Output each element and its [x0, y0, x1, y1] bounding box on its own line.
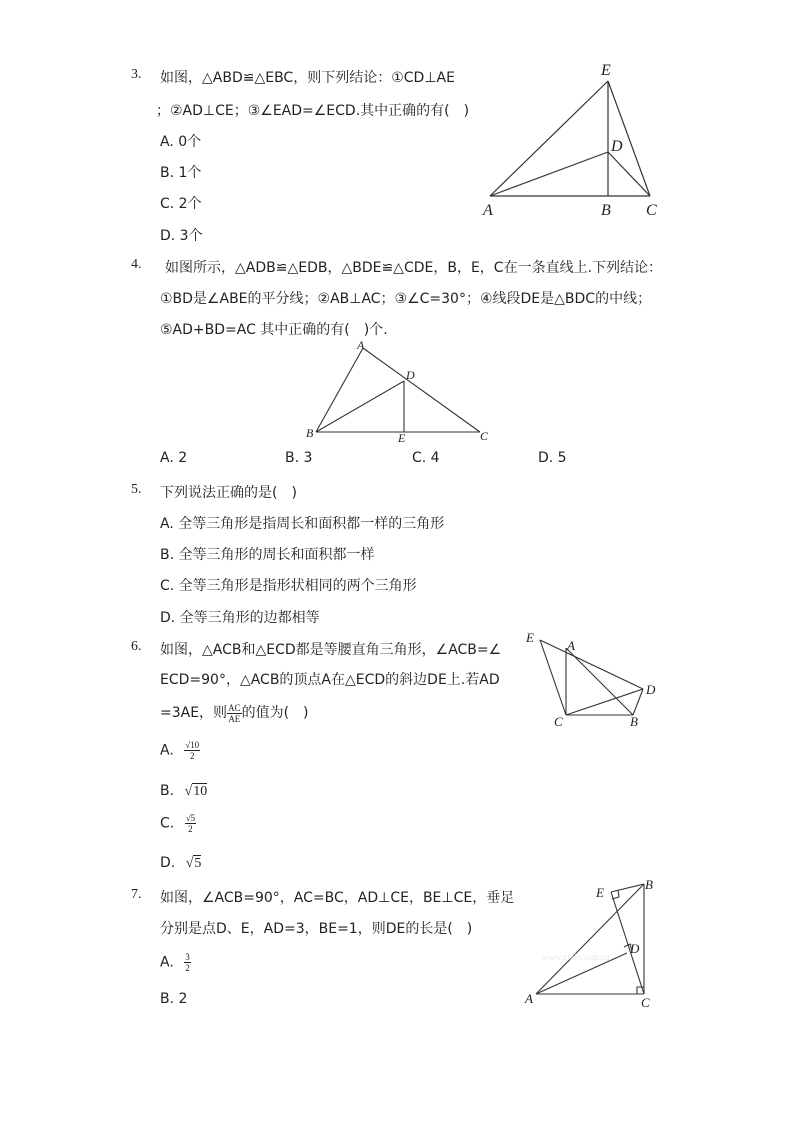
q6-label-e: E	[526, 630, 534, 645]
q6-stem-fraction: $\frac{AC}{AE}$	[228, 702, 241, 724]
q4-option-b: B. 3	[285, 450, 313, 466]
q6-option-b-sqrt: √10	[184, 784, 208, 799]
q7-stem-line2: 分别是点D、E，AD=3，BE=1，则DE的长是( )	[160, 921, 473, 937]
q4-label-d: D	[406, 368, 415, 382]
q3-stem-line2: ；②AD⊥CE；③∠EAD=∠ECD.其中正确的有( )	[156, 103, 470, 119]
q4-figure	[300, 335, 500, 450]
q3-label-b: B	[601, 202, 611, 219]
q5-option-c: C. 全等三角形是指形状相同的两个三角形	[160, 578, 417, 594]
q3-label-a: A	[483, 202, 493, 219]
q7-label-a: A	[525, 991, 533, 1006]
q6-label-d: D	[646, 682, 656, 697]
q3-label-e: E	[601, 62, 611, 79]
q4-number: 4.	[131, 257, 142, 272]
q3-option-a: A. 0个	[160, 134, 202, 150]
q6-option-b: B. √10	[160, 783, 208, 799]
q5-option-b: B. 全等三角形的周长和面积都一样	[160, 547, 375, 563]
q4-stem-line3: ⑤AD+BD=AC 其中正确的有( )个.	[160, 322, 388, 338]
q7-stem-line1: 如图，∠ACB=90°，AC=BC，AD⊥CE，BE⊥CE，垂足	[160, 890, 515, 906]
q6-label-b: B	[630, 714, 638, 729]
q6-option-d-sqrt: √5	[185, 856, 202, 871]
q6-stem-line3	[160, 702, 309, 724]
q4-option-d: D. 5	[538, 450, 567, 466]
q6-stem-line1: 如图，△ACB和△ECD都是等腰直角三角形，∠ACB=∠	[160, 642, 502, 658]
q3-option-c: C. 2个	[160, 196, 202, 212]
q4-label-c: C	[480, 429, 489, 443]
q7-number: 7.	[131, 887, 142, 902]
q7-label-d: D	[630, 941, 640, 956]
q7-option-b: B. 2	[160, 991, 188, 1007]
q7-option-a: A. $\frac{3}{2}$	[160, 952, 190, 973]
q6-number: 6.	[131, 639, 142, 654]
q3-label-d: D	[611, 138, 623, 155]
q4-option-c: C. 4	[412, 450, 440, 466]
q6-option-a-fraction: $\frac{√10}{2}$	[185, 740, 200, 761]
q6-stem-line3-pre: =3AE，则	[160, 705, 228, 721]
q3-figure	[480, 55, 680, 225]
q4-label-b: B	[306, 426, 314, 440]
q4-stem-line2: ①BD是∠ABE的平分线；②AB⊥AC；③∠C=30°；④线段DE是△BDC的中线；	[160, 291, 652, 307]
q4-label-e: E	[398, 431, 406, 445]
q3-stem-line1: 如图，△ABD≌△EBC，则下列结论：①CD⊥AE	[160, 70, 455, 86]
q4-option-a: A. 2	[160, 450, 188, 466]
q3-number: 3.	[131, 67, 142, 82]
q4-stem-line1: 如图所示，△ADB≌△EDB，△BDE≌△CDE，B，E，C在一条直线上.下列结论：	[165, 260, 663, 276]
q6-figure	[520, 625, 670, 735]
q3-option-d: D. 3个	[160, 228, 203, 244]
q6-option-a: A. $\frac{√10}{2}$	[160, 740, 200, 761]
q5-stem: 下列说法正确的是( )	[160, 485, 297, 501]
q7-label-c: C	[641, 995, 650, 1010]
q7-label-b: B	[645, 877, 653, 892]
q3-label-c: C	[646, 202, 657, 219]
q6-stem-line2: ECD=90°，△ACB的顶点A在△ECD的斜边DE上.若AD	[160, 672, 500, 688]
q7-watermark: www.zixin.com.cn	[542, 952, 610, 962]
q5-number: 5.	[131, 482, 142, 497]
q5-option-a: A. 全等三角形是指周长和面积都一样的三角形	[160, 516, 445, 532]
q6-option-c: C. $\frac{√5}{2}$	[160, 813, 196, 834]
q5-option-d: D. 全等三角形的边都相等	[160, 610, 320, 626]
q6-label-a: A	[567, 638, 575, 653]
q3-option-b: B. 1个	[160, 165, 202, 181]
q6-option-d: D. √5	[160, 855, 202, 871]
q6-option-c-fraction: $\frac{√5}{2}$	[185, 813, 196, 834]
q7-option-a-fraction: $\frac{3}{2}$	[185, 952, 190, 973]
q4-label-a: A	[357, 338, 365, 352]
q7-label-e: E	[596, 885, 604, 900]
q6-stem-line3-post: 的值为( )	[241, 705, 309, 721]
q6-label-c: C	[554, 714, 563, 729]
q7-figure	[520, 872, 670, 1012]
